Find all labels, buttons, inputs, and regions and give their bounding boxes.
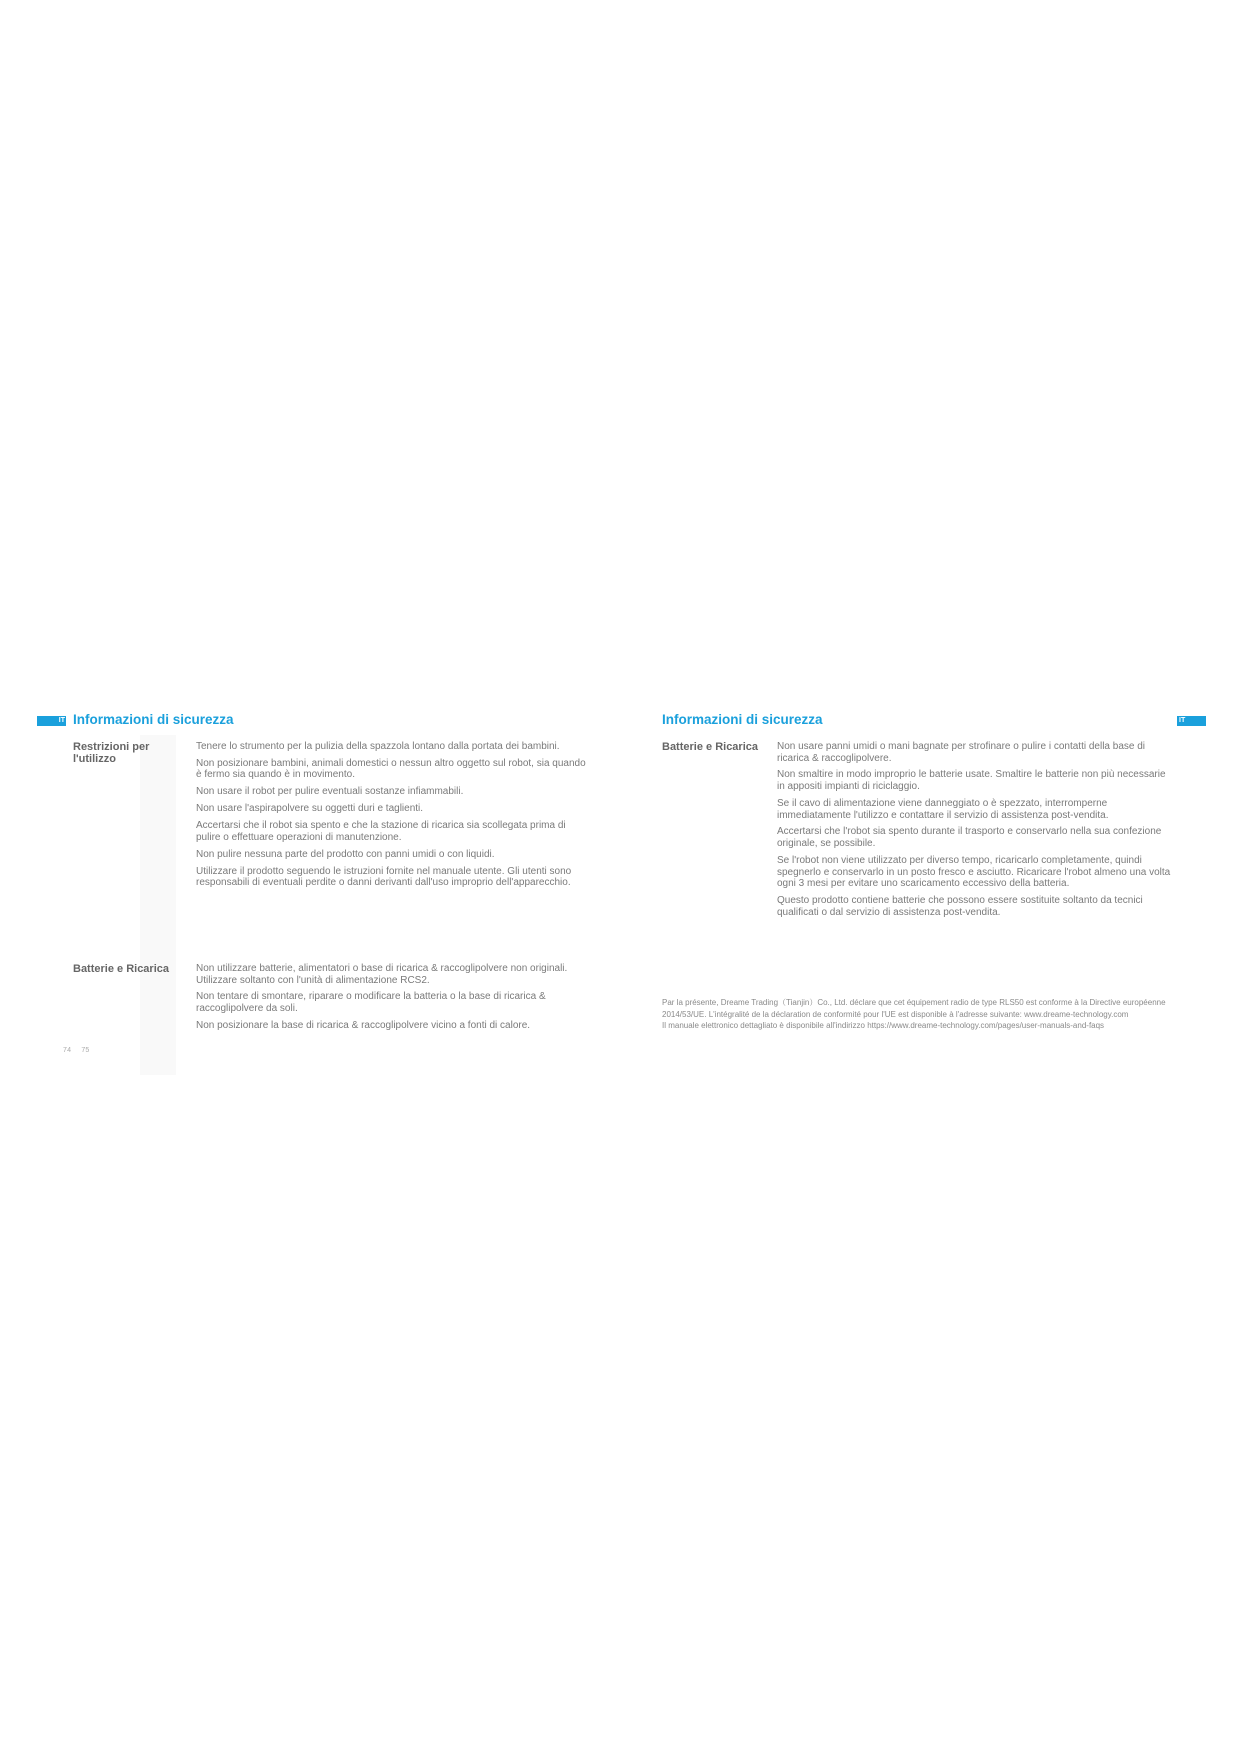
page-number-left: 74 (63, 1047, 72, 1054)
page-number-right: 75 (81, 1047, 90, 1054)
list-item: Accertarsi che il robot sia spento e che la stazione di ricarica sia scollegata prima di pulire o effettuare operazioni di manutenzione. (196, 820, 566, 843)
list-item: Non posizionare bambini, animali domestici o nessun altro oggetto sul robot, sia quando è fermo sia quando è in movimento. (196, 757, 586, 781)
list-item: Utilizzare il prodotto seguendo le istruzioni fornite nel manuale utente. Gli utenti sono responsabili di eventuali perdite o danni derivanti dall'uso improprio dell'apparecchio. (196, 865, 572, 889)
batteries-list-right (777, 741, 1172, 924)
list-item: Non smaltire in modo improprio le batterie usate. Smaltire le batterie non più necessarie in appositi impianti di riciclaggio. (777, 769, 1166, 793)
list-item: Non usare l'aspirapolvere su oggetti duri e taglienti. (196, 803, 424, 815)
section-label-batteries-left: Batterie e Ricarica (73, 963, 169, 975)
left-page-title: Informazioni di sicurezza (73, 712, 234, 727)
right-language-tag: IT (1177, 716, 1206, 726)
page-numbers (63, 1047, 98, 1054)
usage-restrictions-list (196, 741, 591, 894)
section-label-batteries-right: Batterie e Ricarica (662, 741, 758, 753)
batteries-list-left (196, 963, 591, 1037)
manual-link-text: Il manuale elettronico dettagliato è disponibile all'indirizzo https://www.dreame-technology.com/pages/user-manuals-and-faqs (662, 1021, 1105, 1030)
list-item: Non utilizzare batterie, alimentatori o base di ricarica & raccoglipolvere non originali. Utilizzare soltanto con l'unità di alimentazione RCS2. (196, 963, 568, 986)
list-item: Se l'robot non viene utilizzato per diverso tempo, ricaricarlo completamente, quindi spegnerlo e conservarlo in un posto fresco e asciutto. Ricaricare l'robot almeno una volta ogni 3 mesi per evitare uno scaricamento eccessivo della batteria. (777, 854, 1171, 890)
left-language-tag: IT (37, 716, 66, 726)
list-item: Non pulire nessuna parte del prodotto con panni umidi o con liquidi. (196, 848, 495, 860)
list-item: Tenere lo strumento per la pulizia della spazzola lontano dalla portata dei bambini. (196, 741, 560, 752)
section-label-usage-restrictions: Restrizioni per l'utilizzo (73, 741, 150, 765)
conformity-declaration: Par la présente, Dreame Trading（Tianjin）Co., Ltd. déclare que cet équipement radio de type RLS50 est conforme à la Directive européenne 2014/53/UE. L'intégralité de la déclaration de conformité pour l'UE est disponible à l'adresse suivante: www.dreame-technology.com (662, 998, 1166, 1019)
list-item: Accertarsi che l'robot sia spento durante il trasporto e conservarlo nella sua confezione originale, se possibile. (777, 826, 1162, 850)
list-item: Se il cavo di alimentazione viene danneggiato o è spezzato, interromperne immediatamente l'utilizzo e contattare il servizio di assistenza post-vendita. (777, 797, 1109, 821)
right-page-title: Informazioni di sicurezza (662, 712, 823, 727)
left-page-shade (140, 735, 176, 1075)
list-item: Non tentare di smontare, riparare o modificare la batteria o la base di ricarica & raccoglipolvere da soli. (196, 991, 546, 1015)
list-item: Non usare il robot per pulire eventuali sostanze infiammabili. (196, 786, 464, 798)
list-item: Questo prodotto contiene batterie che possono essere sostituite soltanto da tecnici qualificati o dal servizio di assistenza post-vendita. (777, 895, 1143, 918)
list-item: Non posizionare la base di ricarica & raccoglipolvere vicino a fonti di calore. (196, 1019, 531, 1031)
list-item: Non usare panni umidi o mani bagnate per strofinare o pulire i contatti della base di ricarica & raccoglipolvere. (777, 741, 1145, 764)
legal-notice (662, 997, 1182, 1032)
